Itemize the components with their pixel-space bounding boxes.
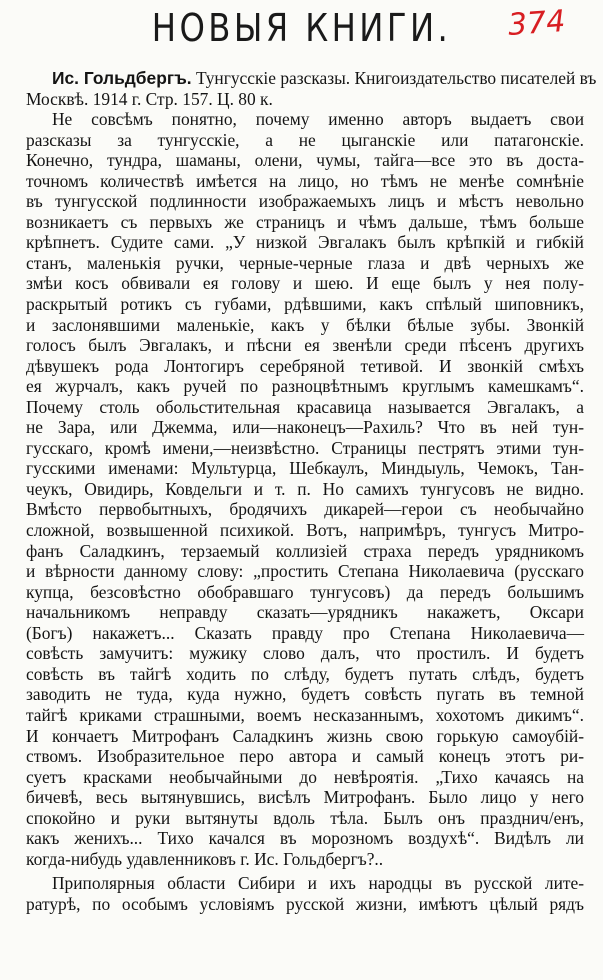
text-line: станъ, маленькія ручки, черные-черные глаза и двѣ черныхъ же — [26, 252, 584, 273]
text-line: ея журчалъ, какъ ручей по разноцвѣтнымъ круглымъ камешкамъ“. — [26, 376, 584, 397]
text-line: не Зара, или Джемма, или—наконецъ—Рахиль? Что въ ней тун- — [26, 417, 584, 438]
text-line: какъ женихъ... Тихо качался въ морозномъ воздухѣ“. Видѣлъ ли — [26, 828, 584, 849]
text-line: змѣи косъ обвивали ея голову и шею. И еще былъ у нея полу- — [26, 273, 584, 294]
text-line: заводить не туда, куда нужно, будетъ совѣсть пугать въ темной — [26, 684, 584, 705]
text-line: гусскими именами: Мультурца, Шебкаулъ, Миндыуль, Чемокъ, Тан- — [26, 458, 584, 479]
text-line: И кончаетъ Митрофанъ Саладкинъ жизнь свою горькую самоубій- — [26, 725, 584, 746]
next-paragraph-line: ратурѣ, по особымъ условіямъ русской жизни, имѣютъ цѣлый рядъ — [26, 893, 584, 914]
next-paragraph-line: Приполярныя области Сибири и ихъ народцы въ русской лите- — [52, 873, 584, 894]
text-line: чеукъ, Овидирь, Ковдельги и т. п. Но самихъ тунгусовъ не видно. — [26, 478, 584, 499]
text-line: разсказы за тунгусскіе, а не цыганскіе или патагонскіе. — [26, 129, 584, 150]
text-line: и вѣрности данному слову: „простить Степана Николаевича (русскаго — [26, 561, 584, 582]
text-line: совѣсть замучитъ: мужику слово далъ, что простилъ. И будетъ — [26, 643, 584, 664]
text-line: Конечно, тундра, шаманы, олени, чумы, тайга—все это въ доста- — [26, 150, 584, 171]
review-text — [26, 68, 597, 914]
text-line: Вмѣсто первобытныхъ, бродячихъ дикарей—герои съ необычайно — [26, 499, 584, 520]
text-line: гусскаго, кромѣ имени,—неизвѣстно. Страницы пестрятъ этими тун- — [26, 437, 584, 458]
citation-line — [26, 68, 597, 89]
handwritten-page-number: 374 — [506, 4, 567, 43]
text-line: (Богъ) накажетъ... Сказать правду про Степана Николаевича— — [26, 622, 584, 643]
book-author: Ис. Гольдбергъ. — [52, 68, 192, 88]
text-line: фанъ Саладкинъ, терзаемый коллизіей страха передъ урядникомъ — [26, 540, 584, 561]
text-line: сложной, возвышенной психикой. Вотъ, напримѣръ, тунгусъ Митро- — [26, 520, 584, 541]
text-line: спокойно и руки вытянуты вдоль тѣла. Былъ онъ празднич/енъ, — [26, 807, 584, 828]
text-line: раскрытый ротикъ съ губами, рдѣвшими, какъ спѣлый шиповникъ, — [26, 294, 584, 315]
text-line: начальникомъ неправду сказать—урядникъ накажетъ, Оксари — [26, 602, 584, 623]
text-line: бичевѣ, весь вытянувшись, висѣлъ Митрофанъ. Было лицо у него — [26, 787, 584, 808]
book-details: Тунгусскіе разсказы. Книгоиздательство писателей въ — [195, 68, 597, 88]
text-line: Почему столь обольстительная красавица называется Эвгалакъ, а — [26, 396, 584, 417]
citation-line-2: Москвѣ. 1914 г. Стр. 157. Ц. 80 к. — [26, 88, 273, 109]
text-line: тайгѣ криками страшными, воемъ несказаннымъ, хохотомъ дикимъ“. — [26, 704, 584, 725]
text-line: возникаетъ съ первыхъ же страницъ и чѣмъ дальше, тѣмъ больше — [26, 211, 584, 232]
text-line: точномъ количествѣ имѣется на лицо, но тѣмъ не менѣе сомнѣніе — [26, 170, 584, 191]
text-line: ствомъ. Изобразительное перо автора и самый конецъ этотъ ри- — [26, 746, 584, 767]
text-line: и заслонявшими маленькіе, какъ у бѣлки бѣлые зубы. Звонкій — [26, 314, 584, 335]
text-line: Не совсѣмъ понятно, почему именно авторъ выдаетъ свои — [52, 109, 584, 130]
text-line: когда-нибудь удавленниковъ г. Ис. Гольдбергъ?.. — [26, 848, 384, 869]
text-line: дѣвушекъ рода Лонтогиръ серебряной тетивой. И звонкій смѣхъ — [26, 355, 584, 376]
text-line: въ тунгусской подлинности изображаемыхъ лицъ и мѣстъ невольно — [26, 191, 584, 212]
text-line: купца, безсовѣстно обобравшаго тунгусовъ) да передъ большимъ — [26, 581, 584, 602]
text-line: совѣсть въ тайгѣ ходить по слѣду, будетъ путать слѣдъ, будетъ — [26, 663, 584, 684]
text-line: голосъ былъ Эвгалакъ, и пѣсни ея звенѣли среди пѣсенъ другихъ — [26, 335, 584, 356]
page-title: НОВЫЯ КНИГИ. — [151, 6, 452, 50]
text-line: крѣпнетъ. Судите сами. „У низкой Эвгалакъ былъ крѣпкій и гибкій — [26, 232, 584, 253]
text-line: суетъ красками необычайными до невѣроятія. „Тихо качаясь на — [26, 766, 584, 787]
